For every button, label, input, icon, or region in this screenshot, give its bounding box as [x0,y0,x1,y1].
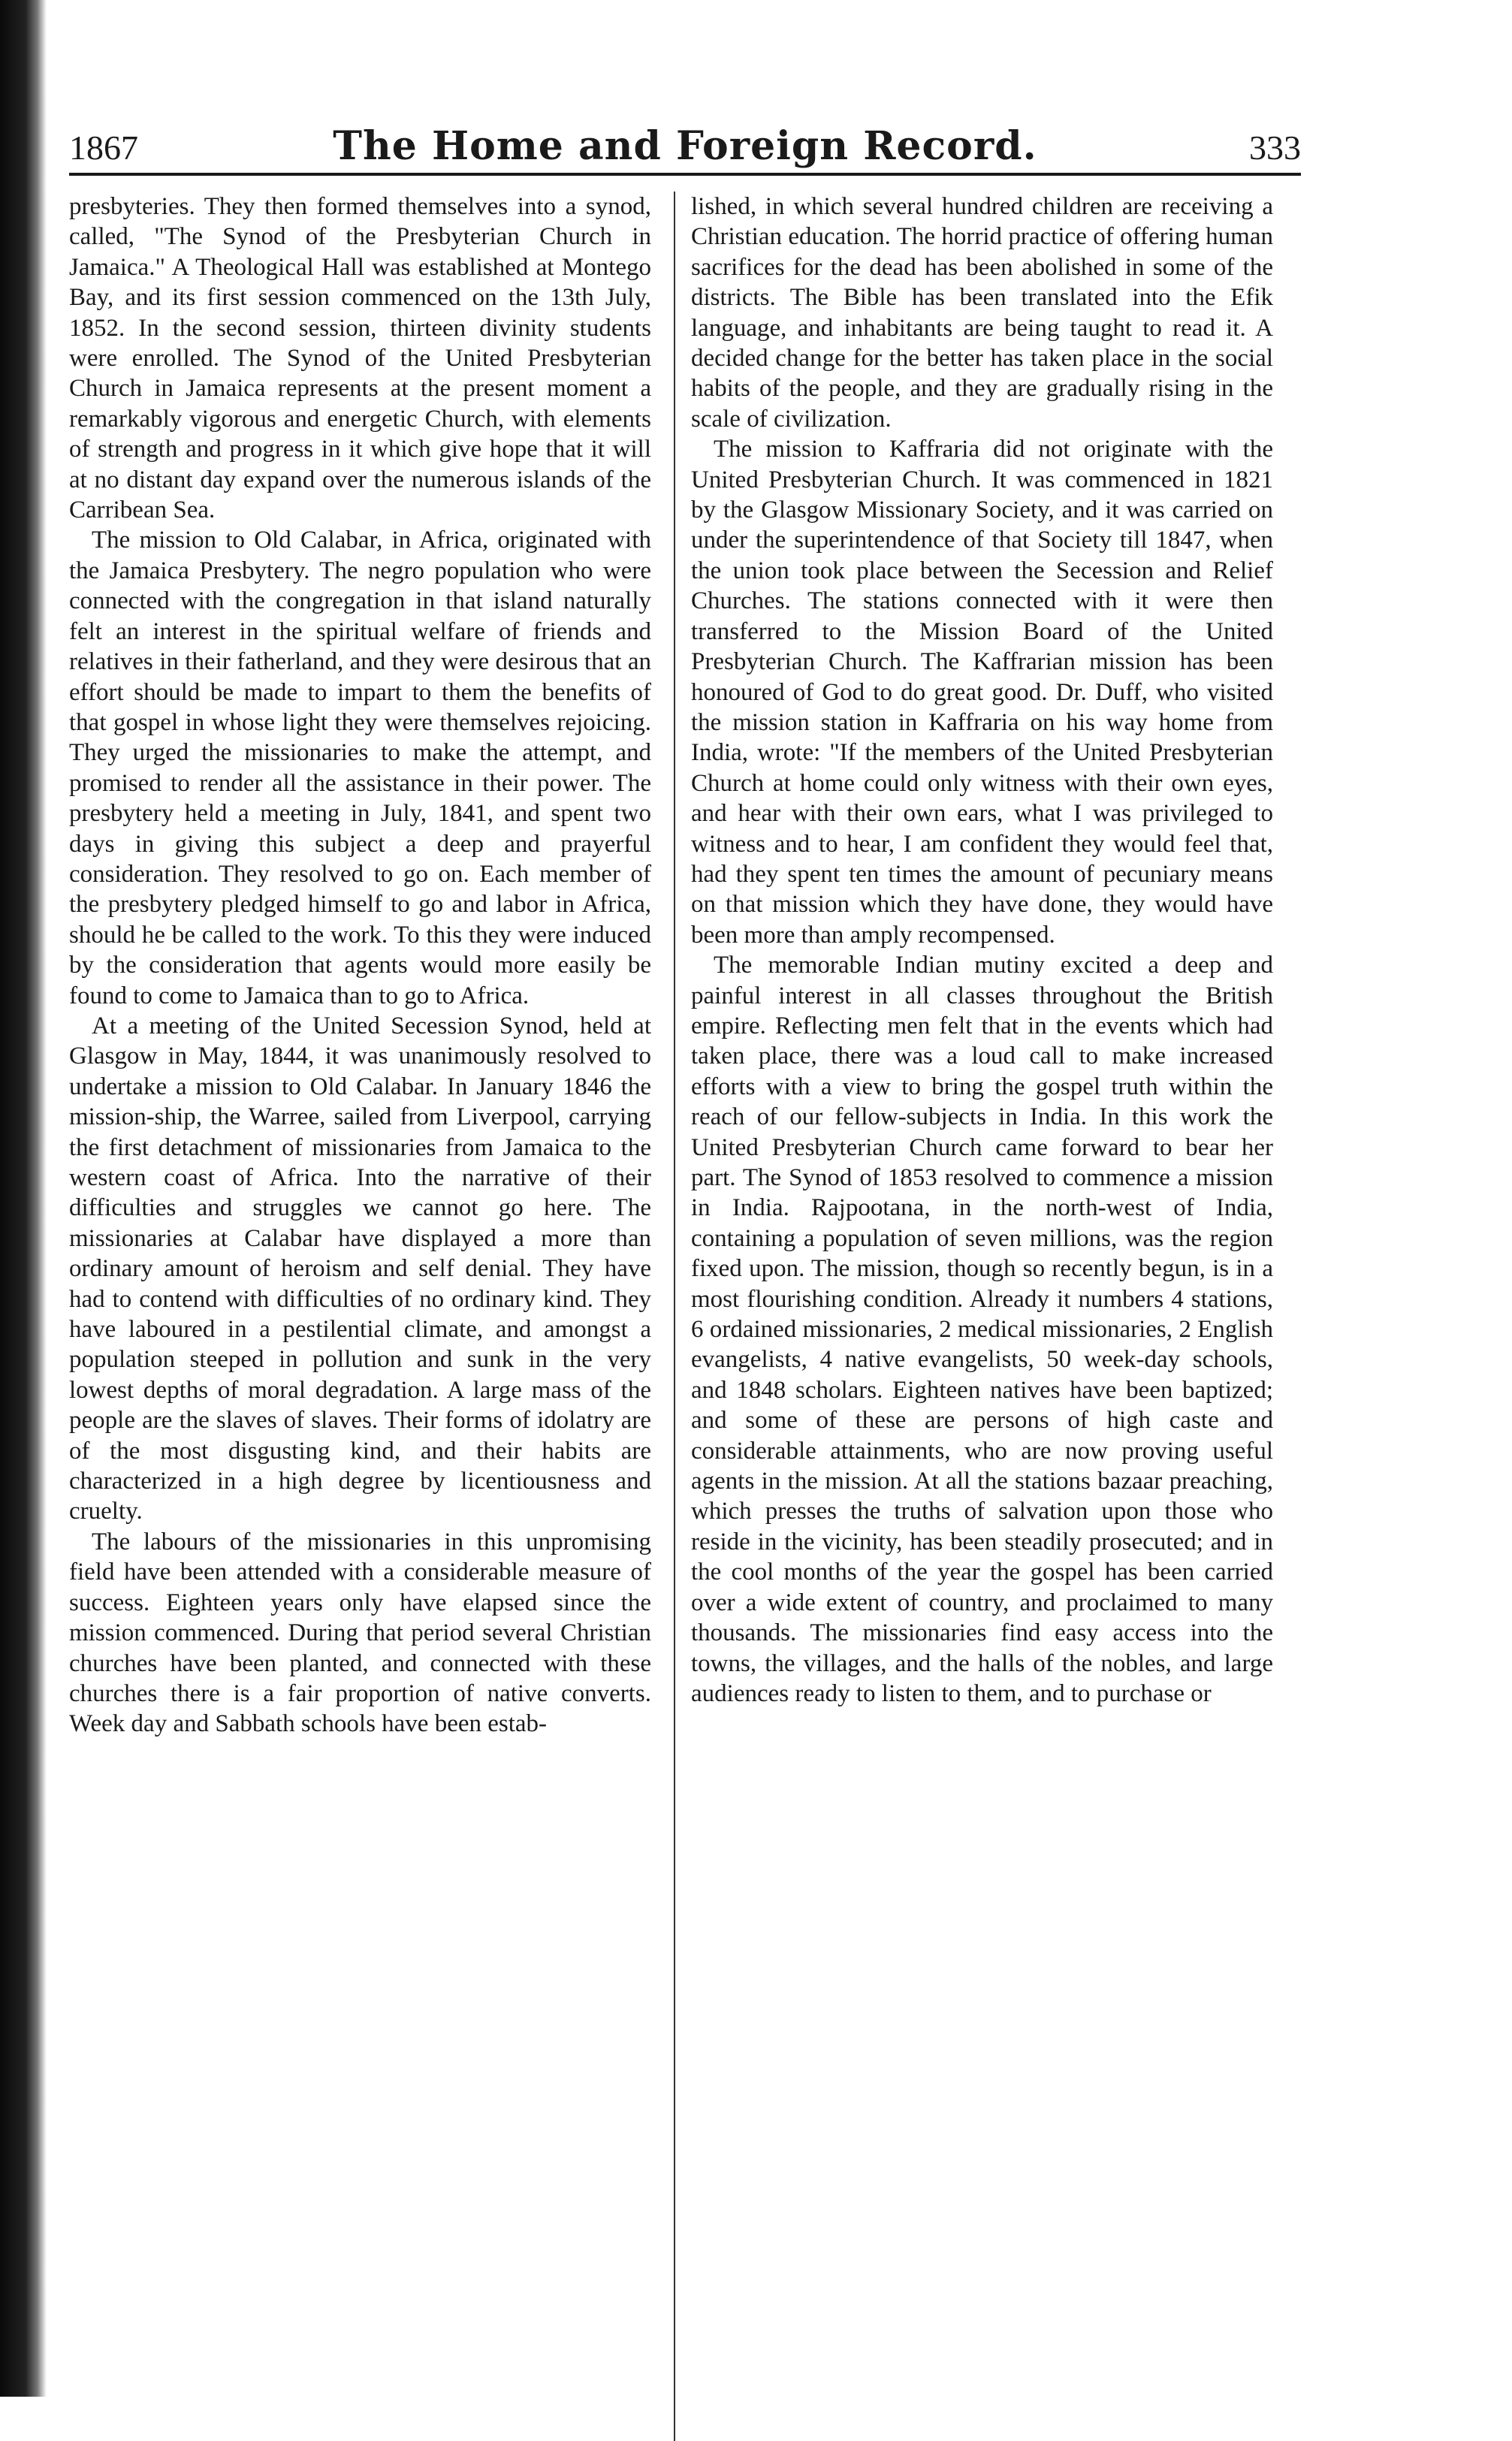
left-column [69,192,651,1739]
right-column [691,192,1273,1709]
header-year: 1867 [69,128,138,167]
paragraph: lished, in which several hundred children are receiving a Christian education. The horrid practice of offering human sacrifices for the dead has been abolished in some of the districts. The Bible has been translated into the Efik language, and inhabitants are being taught to read it. A decided change for the better has taken place in the social habits of the people, and they are gradually rising in the scale of civilization. [691,193,1273,433]
paragraph: The mission to Old Calabar, in Africa, originated with the Jamaica Presbytery. The negro population who were connected with the congregation in that island naturally felt an interest in the spiritual welfare of friends and relatives in their fatherland, and they were desirous that an effort should be made to impart to them the benefits of that gospel in whose light they were themselves rejoicing. They urged the missionaries to make the attempt, and promised to render all the assistance in their power. The presbytery held a meeting in July, 1841, and spent two days in giving this subject a deep and prayerful consideration. They resolved to go on. Each member of the presbytery pledged himself to go and labor in Africa, should he be called to the work. To this they were induced by the consideration that agents would more easily be found to come to Jamaica than to go to Africa. [69,527,651,1009]
text-columns [69,192,1301,2358]
paragraph: The mission to Kaffraria did not originate with the United Presbyterian Church. It was commenced in 1821 by the Glasgow Missionary Society, and it was carried on under the superintendence of that Society till 1847, when the union took place between the Secession and Relief Churches. The stations connected with it were then transferred to the Mission Board of the United Presbyterian Church. The Kaffrarian mission has been honoured of God to do great good. Dr. Duff, who visited the mission station in Kaffraria on his way home from India, wrote: "If the members of the United Presbyterian Church at home could only witness with their own eyes, and hear with their own ears, what I was privileged to witness and to hear, I am confident they would feel that, had they spent ten times the amount of pecuniary means on that mission which they have done, they would have been more than amply recompensed. [691,436,1273,949]
page-binding-edge [0,0,47,2397]
column-divider [674,192,675,2441]
paragraph: presbyteries. They then formed themselves into a synod, called, "The Synod of the Presbyterian Church in Jamaica." A Theological Hall was established at Montego Bay, and its first session commenced on the 13th July, 1852. In the second session, thirteen divinity students were enrolled. The Synod of the United Presbyterian Church in Jamaica represents at the present moment a remarkably vigorous and energetic Church, with elements of strength and progress in it which give hope that it will at no distant day expand over the numerous islands of the Carribean Sea. [69,193,651,524]
paragraph: The labours of the missionaries in this unpromising field have been attended with a considerable measure of success. Eighteen years only have elapsed since the mission commenced. During that period several Christian churches have been planted, and connected with these churches there is a fair proportion of native converts. Week day and Sabbath schools have been estab- [69,1528,651,1738]
journal-title: The Home and Foreign Record. [333,123,1037,169]
paragraph: The memorable Indian mutiny excited a deep and painful interest in all classes throughout the British empire. Reflecting men felt that in the events which had taken place, there was a loud call to make increased efforts with a view to bring the gospel truth within the reach of our fellow-subjects in India. In this work the United Presbyterian Church came forward to bear her part. The Synod of 1853 resolved to commence a mission in India. Rajpootana, in the north-west of India, containing a population of seven millions, was the region fixed upon. The mission, though so recently begun, is in a most flourishing condition. Already it numbers 4 stations, 6 ordained missionaries, 2 medical missionaries, 2 English evangelists, 4 native evangelists, 50 week-day schools, and 1848 scholars. Eighteen natives have been baptized; and some of these are persons of high caste and considerable attainments, who are now proving useful agents in the mission. At all the stations bazaar preaching, which presses the truths of salvation upon those who reside in the vicinity, has been steadily prosecuted; and in the cool months of the year the gospel has been carried over a wide extent of country, and proclaimed to many thousands. The missionaries find easy access into the towns, the villages, and the halls of the nobles, and large audiences ready to listen to them, and to purchase or [691,952,1273,1707]
journal-page [69,90,1301,2358]
paragraph: At a meeting of the United Secession Synod, held at Glasgow in May, 1844, it was unanimously resolved to undertake a mission to Old Calabar. In January 1846 the mission-ship, the Warree, sailed from Liverpool, carrying the first detachment of missionaries from Jamaica to the western coast of Africa. Into the narrative of their difficulties and struggles we cannot go here. The missionaries at Calabar have displayed a more than ordinary amount of heroism and self denial. They have had to contend with difficulties of no ordinary kind. They have laboured in a pestilential climate, and amongst a population steeped in pollution and sunk in the very lowest depths of moral degradation. A large mass of the people are the slaves of slaves. Their forms of idolatry are of the most disgusting kind, and their habits are characterized in a high degree by licentiousness and cruelty. [69,1012,651,1525]
page-number: 333 [1249,128,1301,167]
running-header [69,90,1301,176]
